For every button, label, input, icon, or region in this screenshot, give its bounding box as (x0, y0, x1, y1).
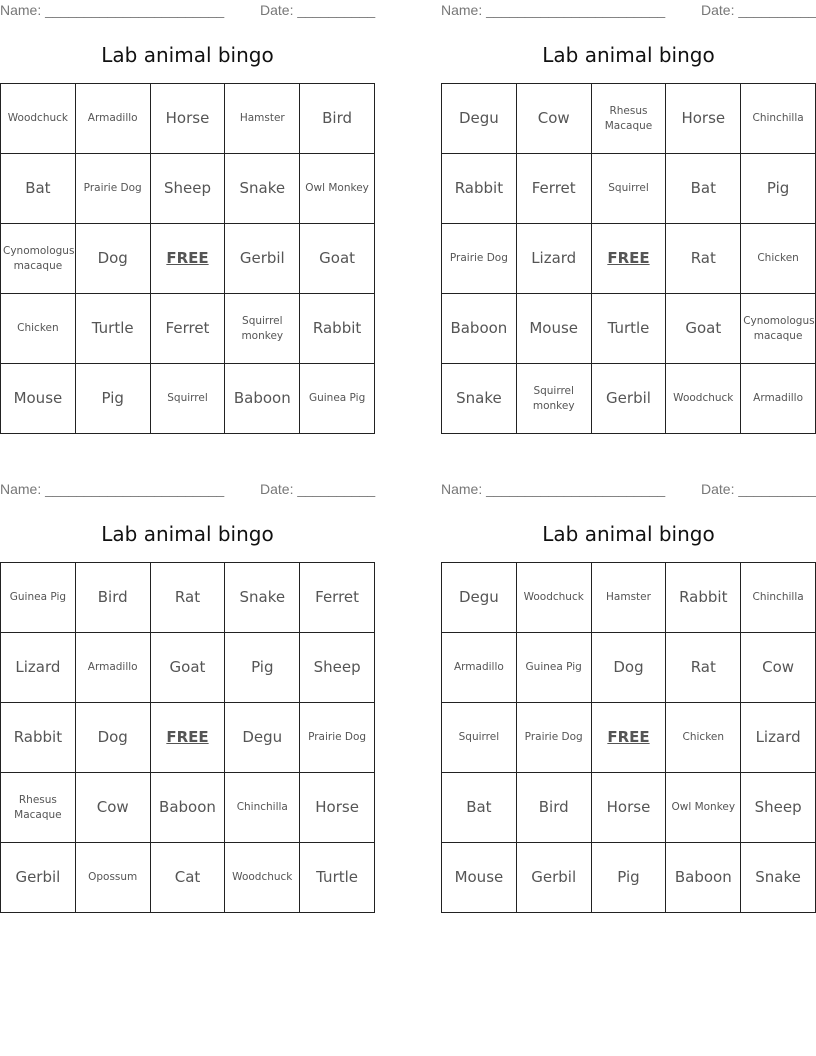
bingo-row (442, 563, 816, 633)
bingo-row (1, 563, 375, 633)
name-field: Name: _______________________ (441, 481, 666, 497)
bingo-cell: Gerbil (591, 364, 666, 434)
bingo-cell: Pig (75, 364, 150, 434)
bingo-cell: Chicken (741, 224, 816, 294)
bingo-row (1, 224, 375, 294)
name-field: Name: _______________________ (0, 2, 225, 18)
bingo-cell: Sheep (741, 773, 816, 843)
bingo-cell: Squirrel monkey (516, 364, 591, 434)
bingo-cell: Hamster (591, 563, 666, 633)
bingo-row (1, 154, 375, 224)
card-title: Lab animal bingo (101, 522, 274, 546)
bingo-cell: Bat (666, 154, 741, 224)
date-field: Date: __________ (260, 481, 376, 497)
bingo-row (442, 154, 816, 224)
bingo-cell: Gerbil (225, 224, 300, 294)
bingo-cell: Ferret (516, 154, 591, 224)
bingo-cell: Snake (442, 364, 517, 434)
bingo-card-1 (0, 0, 375, 440)
bingo-cell: Baboon (666, 843, 741, 913)
bingo-cell: Gerbil (1, 843, 76, 913)
bingo-cell: Guinea Pig (1, 563, 76, 633)
date-field: Date: __________ (701, 2, 816, 18)
bingo-cell: Baboon (442, 294, 517, 364)
name-field: Name: _______________________ (0, 481, 225, 497)
bingo-row (1, 843, 375, 913)
bingo-cell: Dog (591, 633, 666, 703)
bingo-cell: Bird (300, 84, 375, 154)
bingo-cell: Squirrel (442, 703, 517, 773)
bingo-cell: Ferret (150, 294, 225, 364)
bingo-cell: Prairie Dog (442, 224, 517, 294)
bingo-cell: Dog (75, 224, 150, 294)
bingo-cell: Turtle (75, 294, 150, 364)
date-field: Date: __________ (260, 2, 376, 18)
bingo-cell: Squirrel monkey (225, 294, 300, 364)
bingo-cell: Lizard (741, 703, 816, 773)
bingo-cell: Chinchilla (741, 563, 816, 633)
bingo-cell: Horse (666, 84, 741, 154)
bingo-cell: Gerbil (516, 843, 591, 913)
bingo-cell: Chinchilla (741, 84, 816, 154)
bingo-cell: Woodchuck (666, 364, 741, 434)
bingo-cell: Chinchilla (225, 773, 300, 843)
bingo-cell: Horse (591, 773, 666, 843)
bingo-cell: Cow (741, 633, 816, 703)
name-field: Name: _______________________ (441, 2, 666, 18)
bingo-cell: Woodchuck (1, 84, 76, 154)
bingo-cell: Armadillo (75, 84, 150, 154)
bingo-cell: Prairie Dog (75, 154, 150, 224)
bingo-cell: Armadillo (741, 364, 816, 434)
bingo-cell: Rabbit (1, 703, 76, 773)
bingo-cell: Snake (225, 154, 300, 224)
bingo-cell: Degu (442, 563, 517, 633)
bingo-cell: Sheep (150, 154, 225, 224)
bingo-cell: Owl Monkey (300, 154, 375, 224)
bingo-cell: Lizard (516, 224, 591, 294)
bingo-cell: Armadillo (442, 633, 517, 703)
card-header (441, 481, 816, 499)
bingo-cell: Woodchuck (516, 563, 591, 633)
bingo-cell: Degu (225, 703, 300, 773)
card-header (441, 2, 816, 20)
bingo-row (442, 703, 816, 773)
bingo-grid (441, 83, 816, 434)
bingo-cell: Bird (516, 773, 591, 843)
bingo-row (442, 843, 816, 913)
bingo-cell: Pig (225, 633, 300, 703)
bingo-cell: Squirrel (591, 154, 666, 224)
bingo-cell: Horse (300, 773, 375, 843)
bingo-cell: Ferret (300, 563, 375, 633)
bingo-cell: Mouse (442, 843, 517, 913)
bingo-cell: Goat (666, 294, 741, 364)
bingo-cell: Rat (150, 563, 225, 633)
bingo-row (1, 773, 375, 843)
bingo-grid (441, 562, 816, 913)
bingo-cell: Sheep (300, 633, 375, 703)
bingo-cell: Pig (591, 843, 666, 913)
bingo-cell: Cow (75, 773, 150, 843)
bingo-cell: Rhesus Macaque (591, 84, 666, 154)
bingo-cell: Mouse (516, 294, 591, 364)
bingo-cell: Mouse (1, 364, 76, 434)
bingo-cell: Rabbit (442, 154, 517, 224)
bingo-cell: Bat (442, 773, 517, 843)
bingo-row (442, 364, 816, 434)
bingo-cell: Squirrel (150, 364, 225, 434)
bingo-cell: Baboon (150, 773, 225, 843)
bingo-cell: Rhesus Macaque (1, 773, 76, 843)
bingo-cell: Baboon (225, 364, 300, 434)
bingo-cell: Pig (741, 154, 816, 224)
bingo-card-3 (0, 479, 375, 919)
bingo-row (442, 633, 816, 703)
bingo-row (1, 364, 375, 434)
card-title: Lab animal bingo (542, 43, 715, 67)
bingo-cell: Goat (150, 633, 225, 703)
bingo-cell: Bat (1, 154, 76, 224)
card-title: Lab animal bingo (542, 522, 715, 546)
bingo-cell: Cat (150, 843, 225, 913)
bingo-cell: Hamster (225, 84, 300, 154)
bingo-row (1, 84, 375, 154)
date-field: Date: __________ (701, 481, 816, 497)
bingo-cell: Turtle (300, 843, 375, 913)
card-header (0, 481, 375, 499)
bingo-cell: Dog (75, 703, 150, 773)
bingo-cell: Armadillo (75, 633, 150, 703)
free-space: FREE (150, 224, 225, 294)
bingo-cell: Rabbit (666, 563, 741, 633)
bingo-cell: Opossum (75, 843, 150, 913)
bingo-cell: Snake (225, 563, 300, 633)
bingo-cell: Rat (666, 224, 741, 294)
bingo-cell: Rat (666, 633, 741, 703)
bingo-cell: Snake (741, 843, 816, 913)
bingo-grid (0, 562, 375, 913)
bingo-cell: Woodchuck (225, 843, 300, 913)
bingo-cell: Prairie Dog (516, 703, 591, 773)
bingo-cell: Cynomologus macaque (1, 224, 76, 294)
bingo-row (442, 224, 816, 294)
bingo-cell: Guinea Pig (300, 364, 375, 434)
free-space: FREE (591, 703, 666, 773)
bingo-cell: Lizard (1, 633, 76, 703)
bingo-cell: Degu (442, 84, 517, 154)
bingo-cell: Chicken (1, 294, 76, 364)
free-space: FREE (150, 703, 225, 773)
bingo-cell: Cynomologus macaque (741, 294, 816, 364)
bingo-cell: Prairie Dog (300, 703, 375, 773)
card-header (0, 2, 375, 20)
bingo-card-4 (441, 479, 816, 919)
bingo-cell: Rabbit (300, 294, 375, 364)
bingo-cell: Chicken (666, 703, 741, 773)
bingo-grid (0, 83, 375, 434)
bingo-row (1, 703, 375, 773)
bingo-row (1, 633, 375, 703)
bingo-row (1, 294, 375, 364)
bingo-cell: Owl Monkey (666, 773, 741, 843)
bingo-row (442, 773, 816, 843)
bingo-cell: Guinea Pig (516, 633, 591, 703)
bingo-card-2 (441, 0, 816, 440)
bingo-cell: Cow (516, 84, 591, 154)
bingo-row (442, 294, 816, 364)
bingo-cell: Turtle (591, 294, 666, 364)
bingo-cell: Goat (300, 224, 375, 294)
bingo-cell: Bird (75, 563, 150, 633)
bingo-cell: Horse (150, 84, 225, 154)
card-title: Lab animal bingo (101, 43, 274, 67)
bingo-row (442, 84, 816, 154)
free-space: FREE (591, 224, 666, 294)
